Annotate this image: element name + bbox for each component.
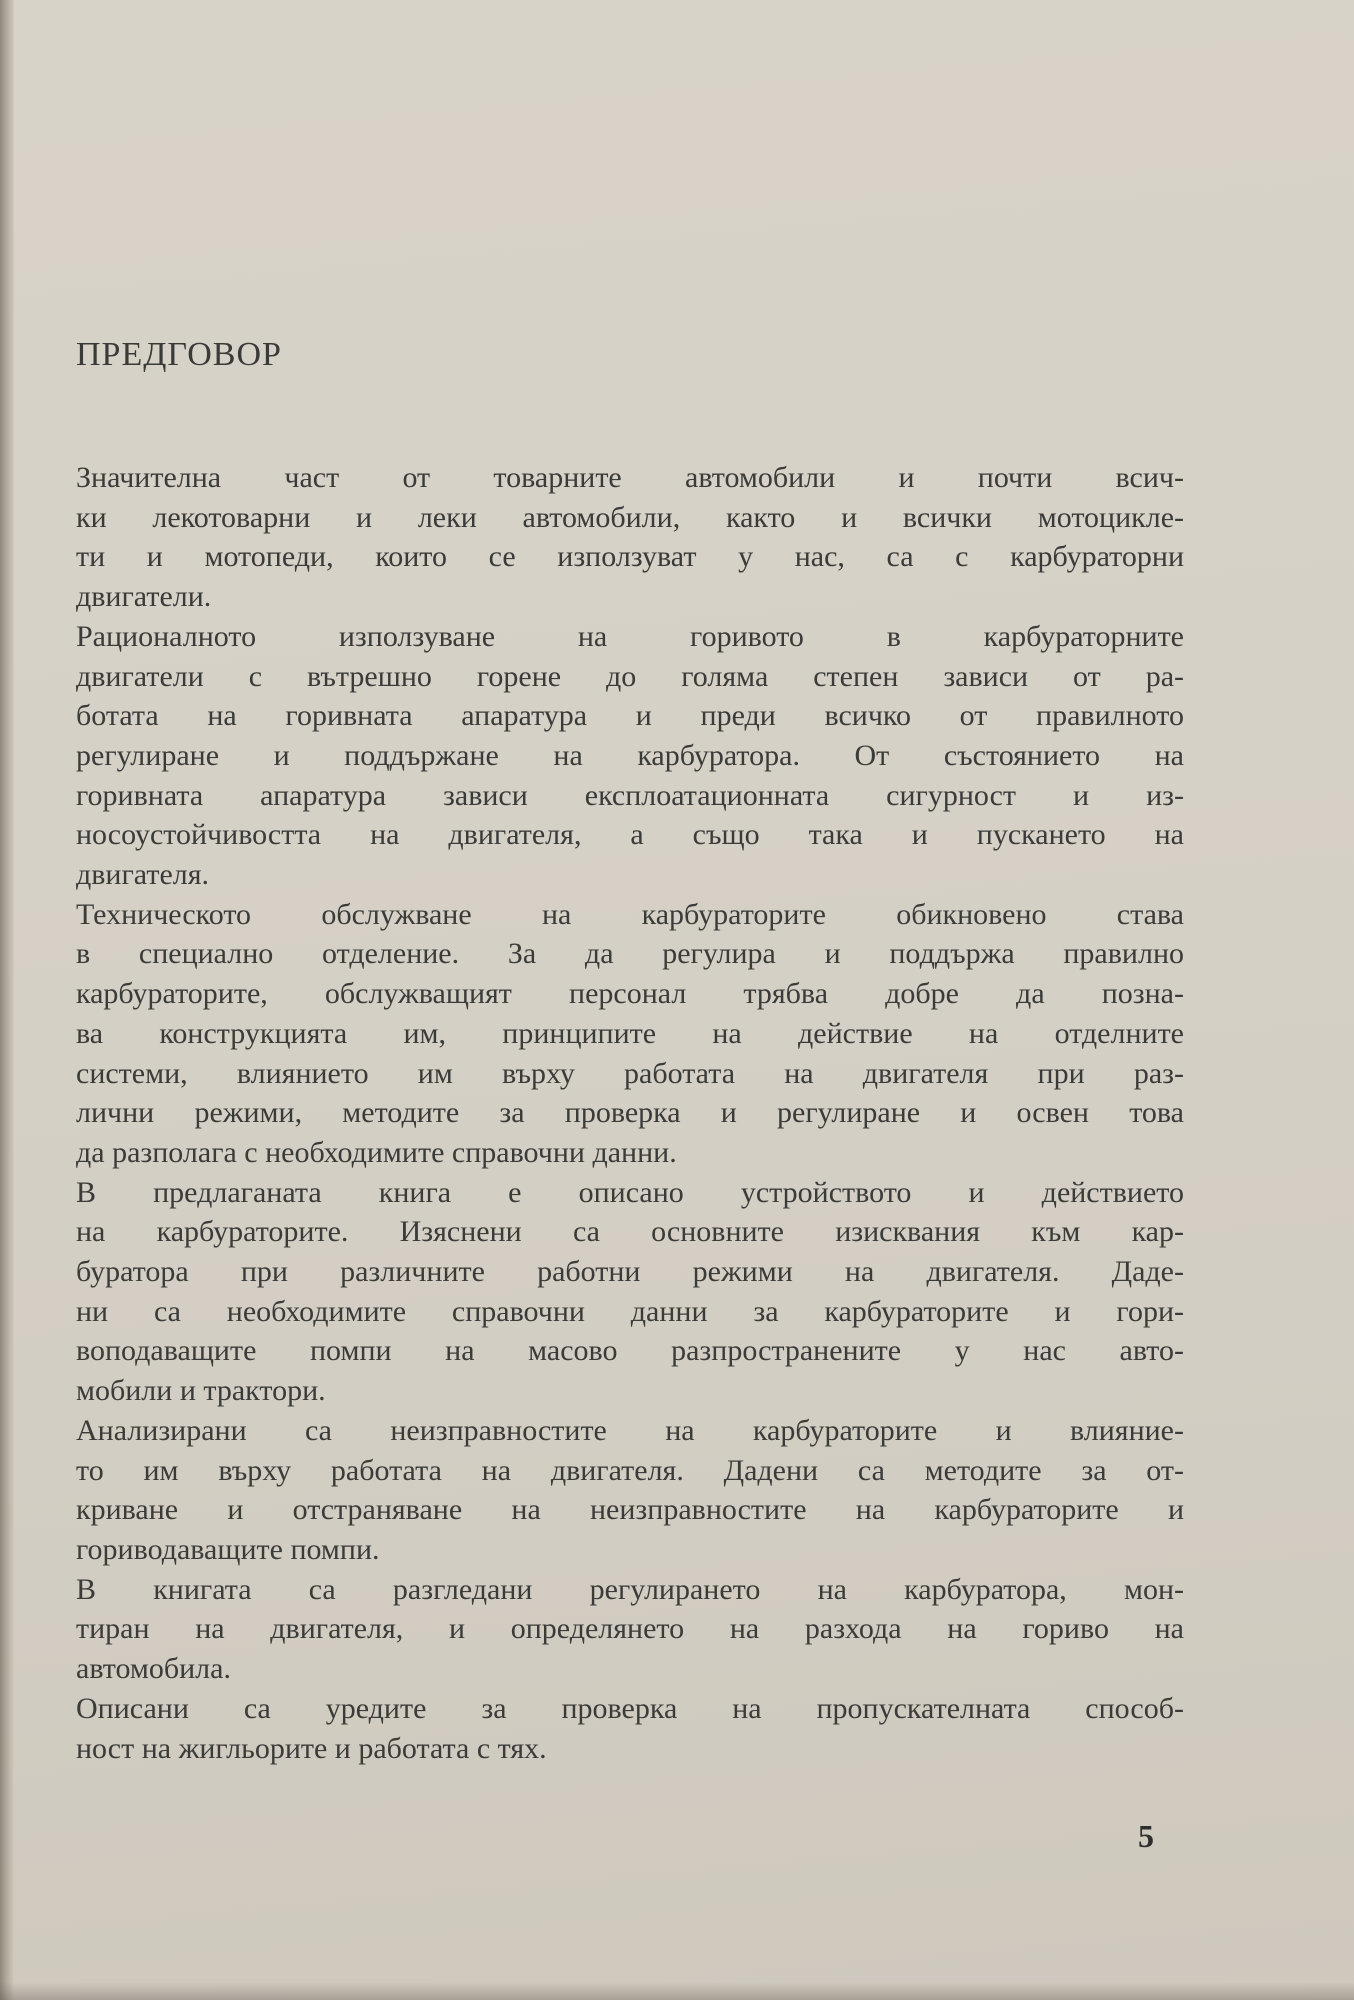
text-line: носоустойчивостта на двигателя, а също така и пускането на <box>76 818 1184 852</box>
text-line: ност на жигльорите и работата с тях. <box>76 1731 547 1765</box>
text-line: Техническото обслужване на карбураторите обикновено става <box>76 897 1184 931</box>
text-line: ти и мотопеди, които се използуват у нас, са с карбураторни <box>76 540 1184 574</box>
paragraph-1 <box>76 458 1184 617</box>
page-number: 5 <box>1138 1818 1154 1854</box>
text-line: гориводаващите помпи. <box>76 1532 380 1566</box>
text-line: воподаващите помпи на масово разпространените у нас авто- <box>76 1334 1184 1368</box>
text-line: мобили и трактори. <box>76 1374 326 1408</box>
text-line: В книгата са разгледани регулирането на карбуратора, мон- <box>76 1572 1184 1606</box>
text-line: тиран на двигателя, и определянето на разхода на гориво на <box>76 1612 1184 1646</box>
page-heading: ПРЕДГОВОР <box>76 336 282 373</box>
text-line: Рационалното използуване на горивото в карбураторните <box>76 619 1184 653</box>
body-text <box>76 458 1184 1768</box>
page-binding-edge <box>0 0 14 2000</box>
text-line: ни са необходимите справочни данни за карбураторите и гори- <box>76 1294 1184 1328</box>
text-line: регулиране и поддържане на карбуратора. От състоянието на <box>76 738 1184 772</box>
text-line: карбураторите, обслужващият персонал трябва добре да позна- <box>76 977 1184 1011</box>
text-line: Описани са уредите за проверка на пропускателната способ- <box>76 1691 1184 1725</box>
paragraph-7 <box>76 1689 1184 1768</box>
text-line: криване и отстраняване на неизправностите на карбураторите и <box>76 1493 1184 1527</box>
text-line: да разполага с необходимите справочни данни. <box>76 1135 677 1169</box>
page-bottom-shadow <box>0 1982 1354 2000</box>
paragraph-6 <box>76 1570 1184 1689</box>
text-line: то им върху работата на двигателя. Дадени са методите за от- <box>76 1453 1184 1487</box>
text-line: двигатели. <box>76 580 212 614</box>
text-line: В предлаганата книга е описано устройството и действието <box>76 1175 1184 1209</box>
text-line: системи, влиянието им върху работата на двигателя при раз- <box>76 1056 1184 1090</box>
text-line: Анализирани са неизправностите на карбураторите и влияние- <box>76 1413 1184 1447</box>
text-line: горивната апаратура зависи експлоатационната сигурност и из- <box>76 778 1184 812</box>
text-line: ки лекотоварни и леки автомобили, както и всички мотоцикле- <box>76 500 1184 534</box>
text-line: в специално отделение. За да регулира и поддържа правилно <box>76 937 1184 971</box>
paragraph-5 <box>76 1411 1184 1570</box>
text-line: лични режими, методите за проверка и регулиране и освен това <box>76 1096 1184 1130</box>
text-line: Значителна част от товарните автомобили и почти всич- <box>76 461 1184 494</box>
text-line: буратора при различните работни режими на двигателя. Даде- <box>76 1255 1184 1289</box>
text-line: двигателя. <box>76 858 210 892</box>
text-line: ва конструкцията им, принципите на действие на отделните <box>76 1016 1184 1050</box>
paragraph-4 <box>76 1173 1184 1411</box>
paragraph-2 <box>76 617 1184 895</box>
text-line: на карбураторите. Изяснени са основните изисквания към кар- <box>76 1215 1184 1249</box>
text-line: двигатели с вътрешно горене до голяма степен зависи от ра- <box>76 659 1184 693</box>
text-line: автомобила. <box>76 1652 231 1686</box>
text-line: ботата на горивната апаратура и преди всичко от правилното <box>76 699 1184 733</box>
paragraph-3 <box>76 895 1184 1173</box>
